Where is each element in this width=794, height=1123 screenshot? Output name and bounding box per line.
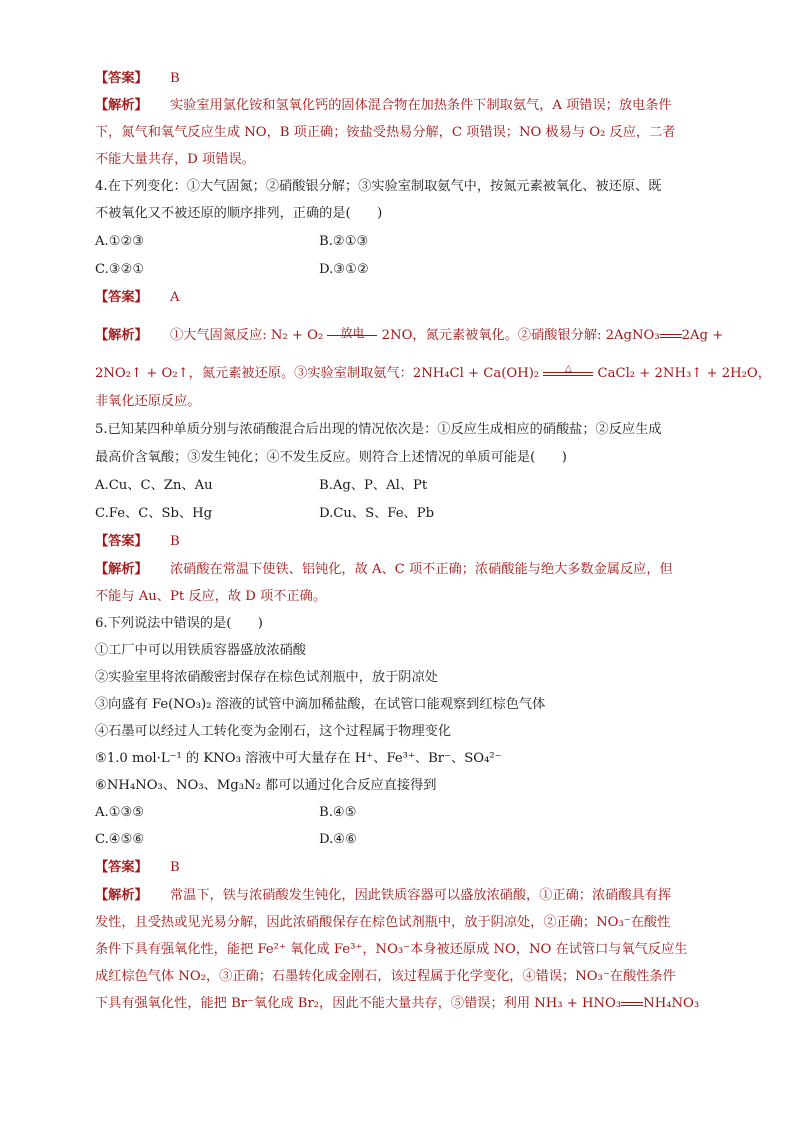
analysis-line: 下，氮气和氧气反应生成 NO，B 项正确；铵盐受热易分解，C 项错误；NO 极易与 O₂ 反应，二者 <box>95 125 676 140</box>
answer-tag: 【答案】 <box>95 534 148 549</box>
statement-item: ①工厂中可以用铁质容器盛放浓硝酸 <box>95 643 306 658</box>
statement-item: ④石墨可以经过人工转化变为金刚石，这个过程属于物理变化 <box>95 724 452 739</box>
option-d: D.④⑥ <box>319 832 357 847</box>
answer-value: A <box>169 290 180 305</box>
analysis-line: 条件下具有强氧化性，能把 Fe²⁺ 氧化成 Fe³⁺，NO₃⁻本身被还原成 NO，NO 在试管口与氧气反应生 <box>95 942 688 957</box>
option-row <box>95 233 700 251</box>
reaction-arrow <box>327 325 377 340</box>
answer-value: B <box>169 71 180 86</box>
option-row <box>95 804 700 822</box>
option-b: B.④⑤ <box>319 805 357 820</box>
question-stem: 5.已知某四种单质分别与浓硝酸混合后出现的情况依次是：①反应生成相应的硝酸盐；②反应生成 <box>95 422 662 437</box>
option-b: B.Ag、P、Al、Pt <box>319 478 428 493</box>
heat-label: △ <box>564 363 572 374</box>
analysis-line: 不能大量共存，D 项错误。 <box>95 152 255 167</box>
answer-tag: 【答案】 <box>95 71 148 86</box>
option-row <box>95 477 700 495</box>
analysis-line: 非氧化还原反应。 <box>95 394 201 409</box>
answer-line <box>95 533 700 551</box>
answer-value: B <box>169 860 180 875</box>
question-stem: 最高价含氧酸；③发生钝化；④不发生反应。则符合上述情况的单质可能是( ) <box>95 450 567 465</box>
option-row <box>95 831 700 849</box>
answer-line <box>95 859 700 877</box>
option-b: B.②①③ <box>319 234 369 249</box>
option-d: D.③①② <box>319 262 369 277</box>
option-d: D.Cu、S、Fe、Pb <box>319 506 435 521</box>
question-stem: 不被氧化又不被还原的顺序排列，正确的是( ) <box>95 206 383 221</box>
statement-item: ③向盛有 Fe(NO₃)₂ 溶液的试管中滴加稀盐酸，在试管口能观察到红棕色气体 <box>95 697 546 712</box>
option-c: C.④⑤⑥ <box>95 832 145 847</box>
document-page <box>95 70 771 1013</box>
answer-line <box>95 289 700 307</box>
analysis-tag: 【解析】 <box>95 888 148 903</box>
heat-arrow <box>543 363 593 376</box>
equals-sign <box>660 334 682 338</box>
answer-tag: 【答案】 <box>95 860 148 875</box>
option-c: C.③②① <box>95 262 145 277</box>
equals-sign <box>621 1002 643 1006</box>
statement-item: ⑥NH₄NO₃、NO₃、Mg₃N₂ 都可以通过化合反应直接得到 <box>95 778 437 793</box>
option-a: A.Cu、C、Zn、Au <box>95 478 213 493</box>
analysis-tag: 【解析】 <box>95 328 148 343</box>
analysis-tag: 【解析】 <box>95 98 148 113</box>
statement-item: ②实验室里将浓硝酸密封保存在棕色试剂瓶中，放于阴凉处 <box>95 670 438 685</box>
analysis-line: 成红棕色气体 NO₂，③正确；石墨转化成金刚石，该过程属于化学变化，④错误；NO₃⁻在酸性条件 <box>95 969 676 984</box>
analysis-line: 2NO₂↑ + O₂↑，氮元素被还原。③实验室制取氨气：2NH₄Cl + Ca(OH)₂ △ CaCl₂ + 2NH₃↑ + 2H₂O， <box>95 365 700 383</box>
answer-value: B <box>169 534 180 549</box>
analysis-line: 发性，且受热或见光易分解，因此浓硝酸保存在棕色试剂瓶中，放于阴凉处，②正确；NO₃⁻在酸性 <box>95 915 671 930</box>
analysis-line: 【解析】 ①大气固氮反应: N₂ + O₂ 放电 2NO，氮元素被氧化。②硝酸银分解: 2AgNO₃ 2Ag + <box>95 325 724 343</box>
analysis-line: 不能与 Au、Pt 反应，故 D 项不正确。 <box>95 589 326 604</box>
option-row <box>95 261 700 279</box>
question-stem: 6.下列说法中错误的是( ) <box>95 616 263 631</box>
analysis-line: 【解析】 实验室用氯化铵和氢氧化钙的固体混合物在加热条件下制取氨气，A 项错误；放电条件 <box>95 98 672 113</box>
answer-tag: 【答案】 <box>95 290 148 305</box>
answer-line <box>95 70 700 88</box>
analysis-line: 下具有强氧化性，能把 Br⁻氧化成 Br₂，因此不能大量共存，⑤错误；利用 NH₃ + HNO₃ NH₄NO₃ <box>95 996 700 1011</box>
analysis-line: 【解析】 常温下，铁与浓硝酸发生钝化，因此铁质容器可以盛放浓硝酸，①正确；浓硝酸具有挥 <box>95 888 672 903</box>
question-stem: 4.在下列变化：①大气固氮；②硝酸银分解；③实验室制取氨气中，按氮元素被氧化、被还原、既 <box>95 179 662 194</box>
condition-label: 放电 <box>340 325 365 340</box>
option-row <box>95 505 700 523</box>
statement-item: ⑤1.0 mol·L⁻¹ 的 KNO₃ 溶液中可大量存在 H⁺、Fe³⁺、Br⁻、SO₄²⁻ <box>95 751 502 766</box>
analysis-tag: 【解析】 <box>95 562 148 577</box>
option-a: A.①③⑤ <box>95 805 145 820</box>
analysis-line: 【解析】 浓硝酸在常温下使铁、铝钝化，故 A、C 项不正确；浓硝酸能与绝大多数金属反应，但 <box>95 562 673 577</box>
option-c: C.Fe、C、Sb、Hg <box>95 506 213 521</box>
option-a: A.①②③ <box>95 234 145 249</box>
